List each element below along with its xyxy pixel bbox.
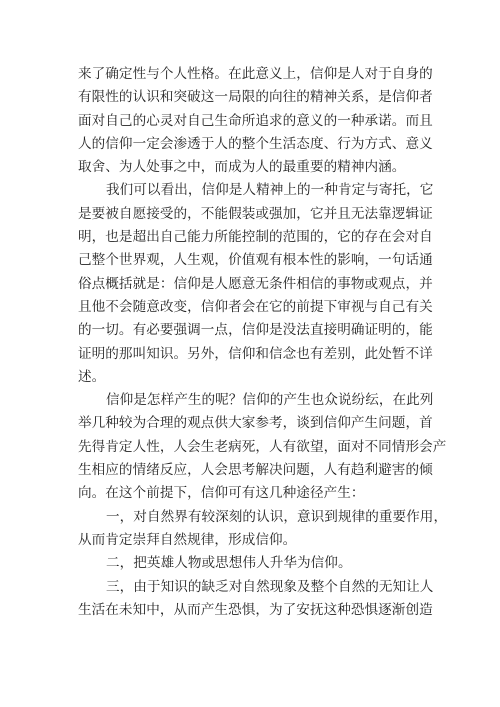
text-line: 证明的那叫知识。另外，信仰和信念也有差别，此处暂不详 [78,345,433,362]
text-line: 面对自己的心灵对自己生命所追求的意义的一种承诺。而且 [78,112,433,129]
paragraph-2 [78,179,434,389]
text-line: 人的信仰一定会渗透于人的整个生活态度、行为方式、意义 [78,135,433,152]
text-line: 来了确定性与个人性格。在此意义上，信仰是人对于自身的 [78,66,433,82]
text-line: 先得肯定人性，人会生老病死，人有欲望，面对不同情形会产 [78,438,447,455]
text-line: 生活在未知中，从而产生恐惧，为了安抚这种恐惧逐渐创造 [78,601,433,618]
body-text [78,63,448,622]
text-line: 我们可以看出，信仰是人精神上的一种肯定与寄托，它 [106,182,434,199]
text-line: 向。在这个前提下，信仰可有这几种途径产生： [78,485,365,502]
text-line: 是要被自愿接受的，不能假装或强加，它并且无法靠逻辑证 [78,205,433,222]
text-line: 生相应的情绪反应，人会思考解决问题，人有趋利避害的倾 [78,462,433,479]
text-line: 述。 [78,368,106,385]
text-line: 的一切。有必要强调一点，信仰是没法直接明确证明的，能 [78,322,433,339]
text-line: 三，由于知识的缺乏对自然现象及整个自然的无知让人 [106,578,434,595]
text-line: 明，也是超出自己能力所能控制的范围的，它的存在会对自 [78,229,433,246]
text-line: 二，把英雄人物或思想伟人升华为信仰。 [106,555,352,572]
text-line: 俗点概括就是：信仰是人愿意无条件相信的事物或观点，并 [78,275,433,292]
text-line: 举几种较为合理的观点供大家参考，谈到信仰产生问题，首 [78,415,433,432]
text-line: 从而肯定崇拜自然规律，形成信仰。 [78,531,297,548]
paragraph-5 [78,552,428,575]
text-line: 信仰是怎样产生的呢？信仰的产生也众说纷纭，在此列 [106,392,434,409]
text-line: 一，对自然界有较深刻的认识，意识到规律的重要作用， [106,508,448,525]
paragraph-3 [78,389,447,505]
paragraph-6 [78,576,434,623]
paragraph-4 [78,506,448,553]
text-line: 且他不会随意改变，信仰者会在它的前提下审视与自己有关 [78,298,433,315]
text-line: 有限性的认识和突破这一局限的向往的精神关系，是信仰者 [78,89,433,106]
text-line: 己整个世界观，人生观，价值观有根本性的影响，一句话通 [78,252,433,269]
paragraph-1 [78,63,433,179]
text-line: 取舍、为人处事之中，而成为人的最重要的精神内涵。 [78,159,406,176]
